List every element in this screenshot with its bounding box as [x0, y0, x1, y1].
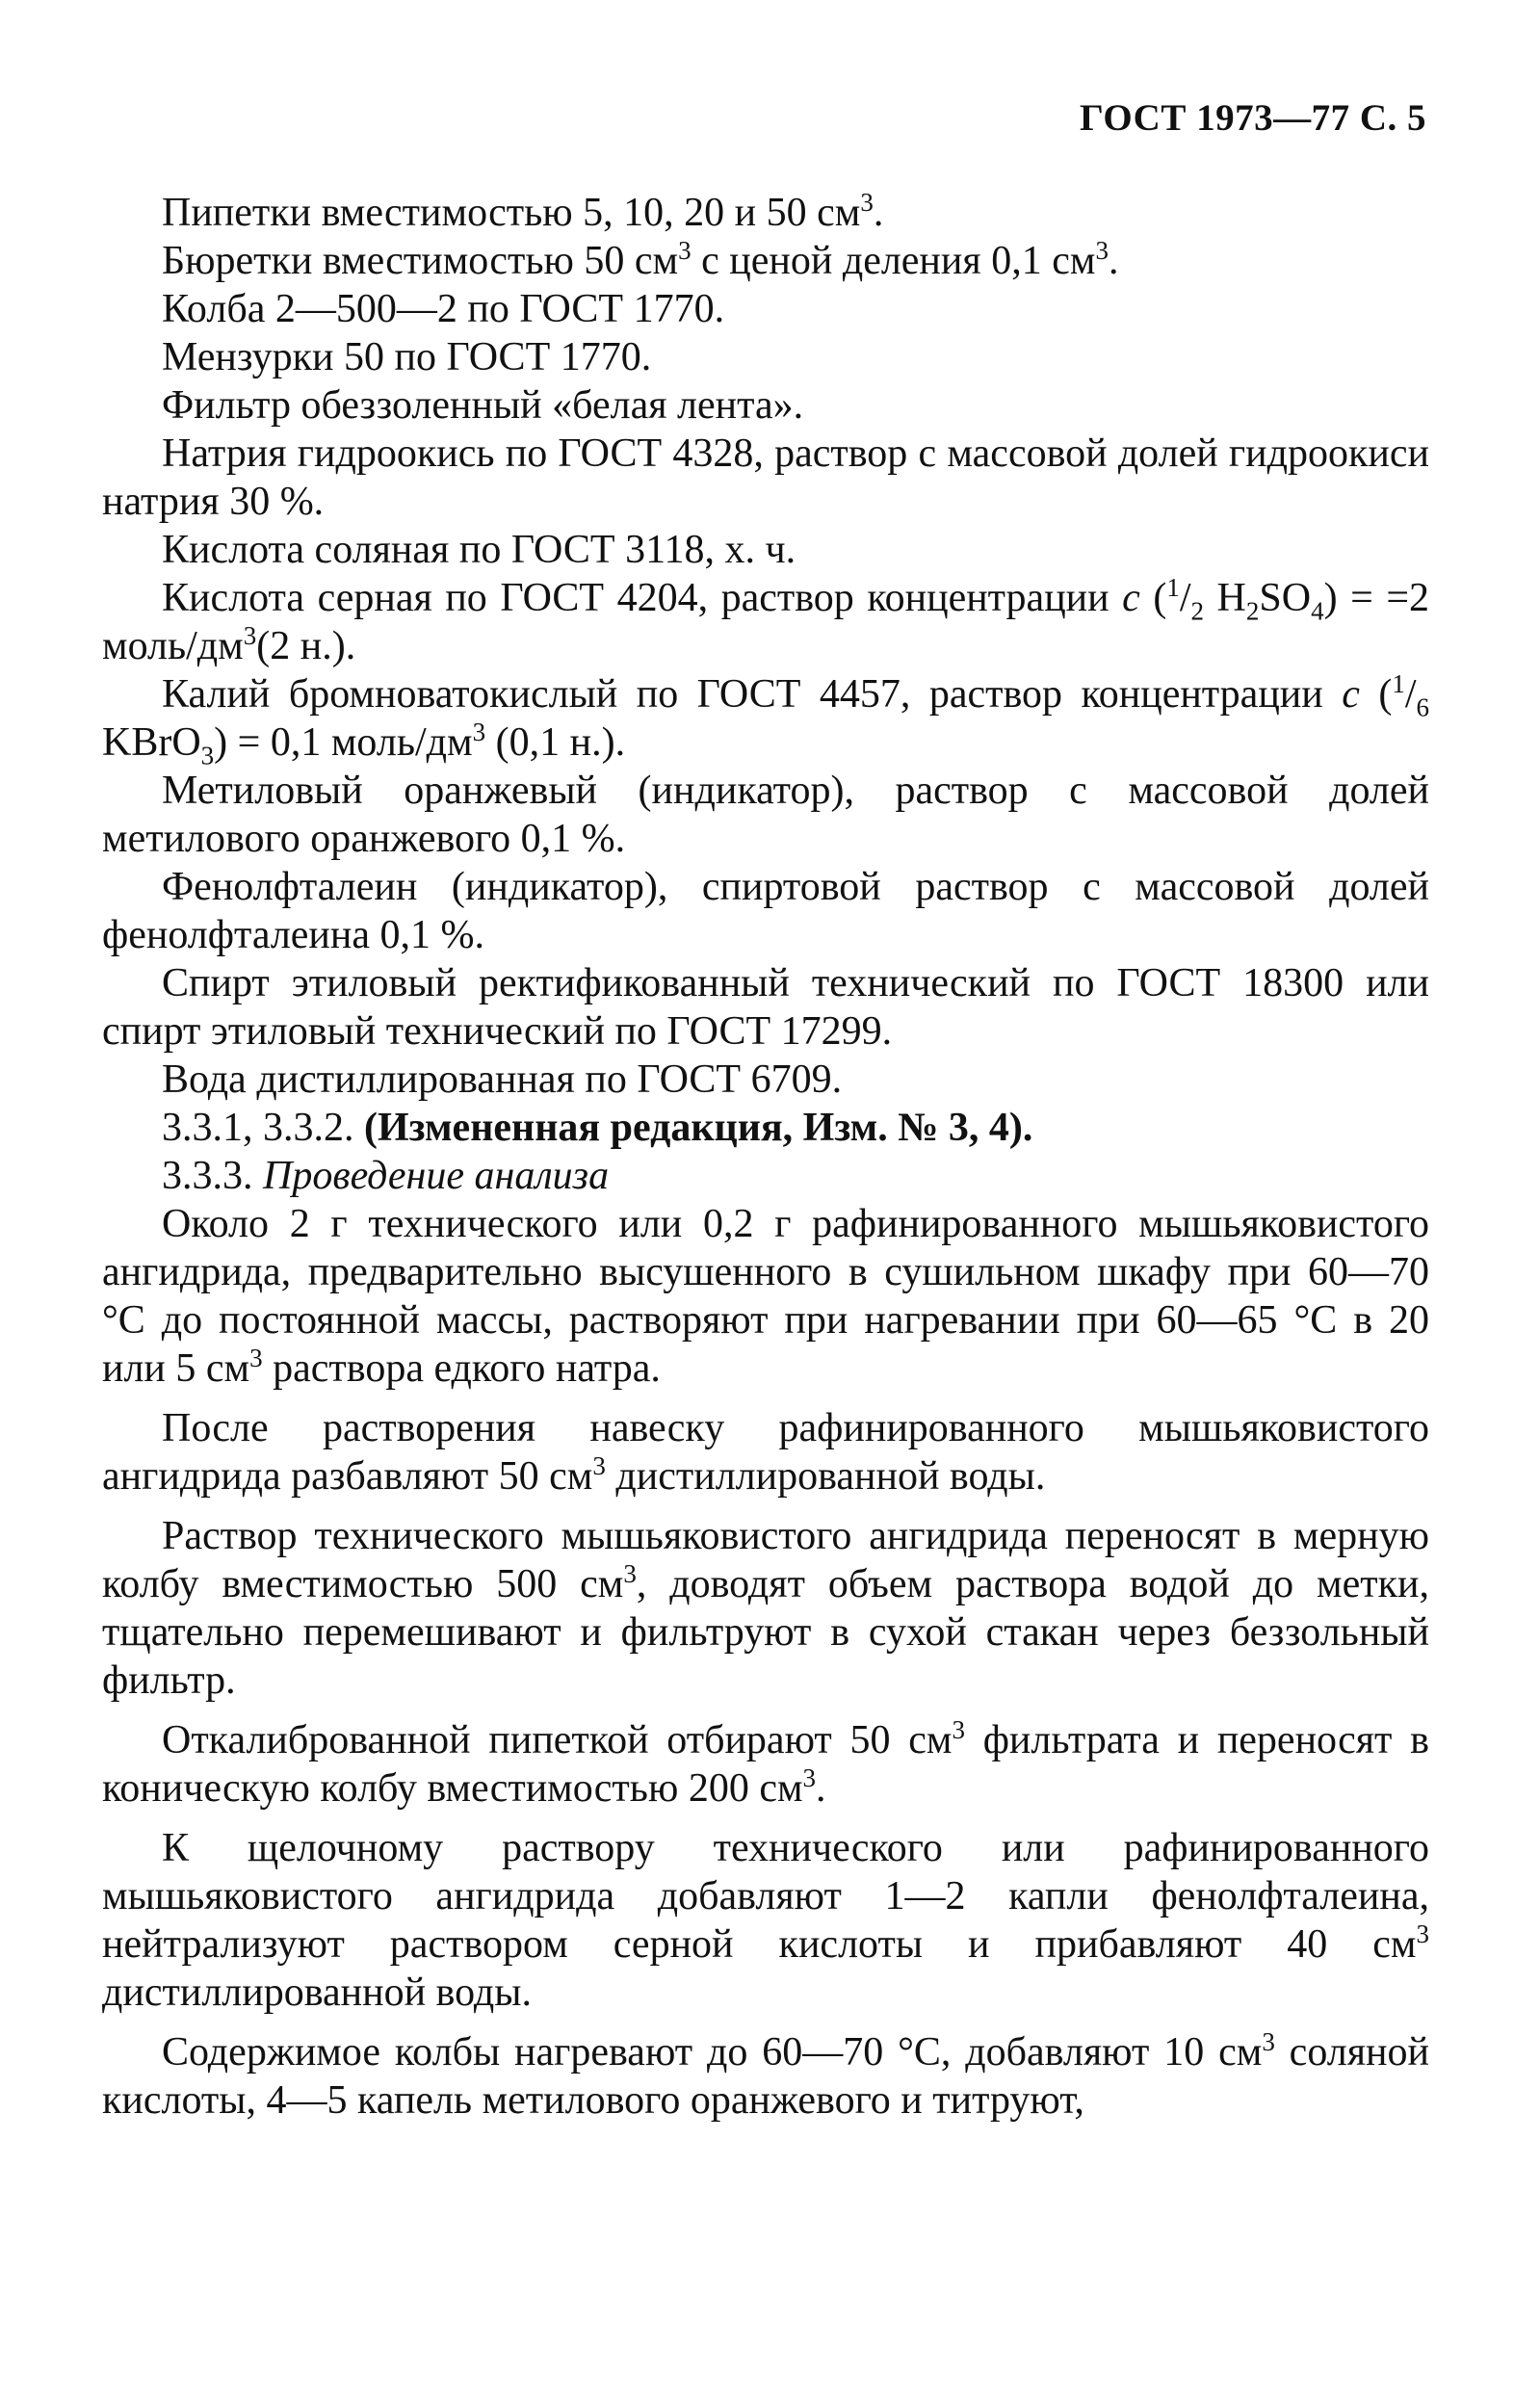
paragraph-6: Содержимое колбы нагревают до 60—70 °С, добавляют 10 $см^3$ соляной кислоты, 4—5 капель метилового оранжевого и титруют, [102, 2027, 1429, 2123]
list-item-filter: Фильтр обеззоленный «белая лента». [162, 383, 804, 428]
list-item-cylinders: Мензурки 50 по ГОСТ 1770. [162, 335, 652, 379]
list-item-h2so4: Кислота серная по ГОСТ 4204, раствор концентрации c ($^1/_2$ $H_2SO_4) = =2$ моль/$дм^3(2$ н.). [102, 573, 1430, 668]
page-header: ГОСТ 1973—77 С. 5 [1080, 97, 1426, 139]
paragraph-4: Откалиброванной пипеткой отбирают 50 $см^3$ фильтрата и переносят в коническую колбу вместимостью 200 $см^3$. [102, 1715, 1429, 1811]
list-item-hcl: Кислота соляная по ГОСТ 3118, х. ч. [162, 528, 796, 572]
document-body [102, 189, 1429, 2125]
list-item-naoh: Натрия гидроокись по ГОСТ 4328, раствор с массовой долей гидроокиси натрия 30 %. [102, 431, 1429, 524]
list-item-phenolphthalein: Фенолфталеин (индикатор), спиртовой раствор с массовой долей фенолфталеина 0,1 %. [102, 865, 1429, 957]
section-heading: 3.3.3. Проведение анализа [162, 1154, 610, 1198]
list-item-ethanol: Спирт этиловый ректификованный технический по ГОСТ 18300 или спирт этиловый технический по ГОСТ 17299. [102, 961, 1429, 1054]
list-item-methyl-orange: Метиловый оранжевый (индикатор), раствор с массовой долей метилового оранжевого 0,1 %. [102, 769, 1429, 861]
list-item-water: Вода дистиллированная по ГОСТ 6709. [162, 1057, 843, 1102]
paragraph-1: Около 2 г технического или 0,2 г рафинированного мышьяковистого ангидрида, предварительно высушенного в сушильном шкафу при 60—70 °С до постоянной массы, растворяют при нагревании при 60—65 °С в 20 или 5 $см^3$ раствора едкого натра. [102, 1202, 1429, 1391]
list-item-pipettes: Пипетки вместимостью 5, 10, 20 и 50 $см^3$. [162, 188, 884, 235]
list-item-kbro3: Калий бромноватокислый по ГОСТ 4457, раствор концентрации c ($^1/_6$ KBrO$_3$) = 0,1 моль/$дм^3$ (0,1 н.). [102, 669, 1429, 770]
list-item-flask: Колба 2—500—2 по ГОСТ 1770. [162, 287, 725, 331]
list-item-burettes: Бюретки вместимостью 50 $см^3$ с ценой деления 0,1 $см^3$. [162, 236, 1119, 283]
paragraph-3: Раствор технического мышьяковистого ангидрида переносят в мерную колбу вместимостью 500 $см^3$, доводят объем раствора водой до метки, тщательно перемешивают и фильтруют в сухой стакан через беззольный фильтр. [102, 1514, 1430, 1703]
amendment-note: 3.3.1, 3.3.2. (Измененная редакция, Изм. № 3, 4). [162, 1106, 1033, 1150]
paragraph-5: К щелочному раствору технического или рафинированного мышьяковистого ангидрида добавляют 1—2 капли фенолфталеина, нейтрализуют раствором серной кислоты и прибавляют 40 $см^3$ дистиллированной воды. [102, 1826, 1429, 2015]
paragraph-2: После растворения навеску рафинированного мышьяковистого ангидрида разбавляют 50 $см^3$ дистиллированной воды. [102, 1406, 1429, 1499]
